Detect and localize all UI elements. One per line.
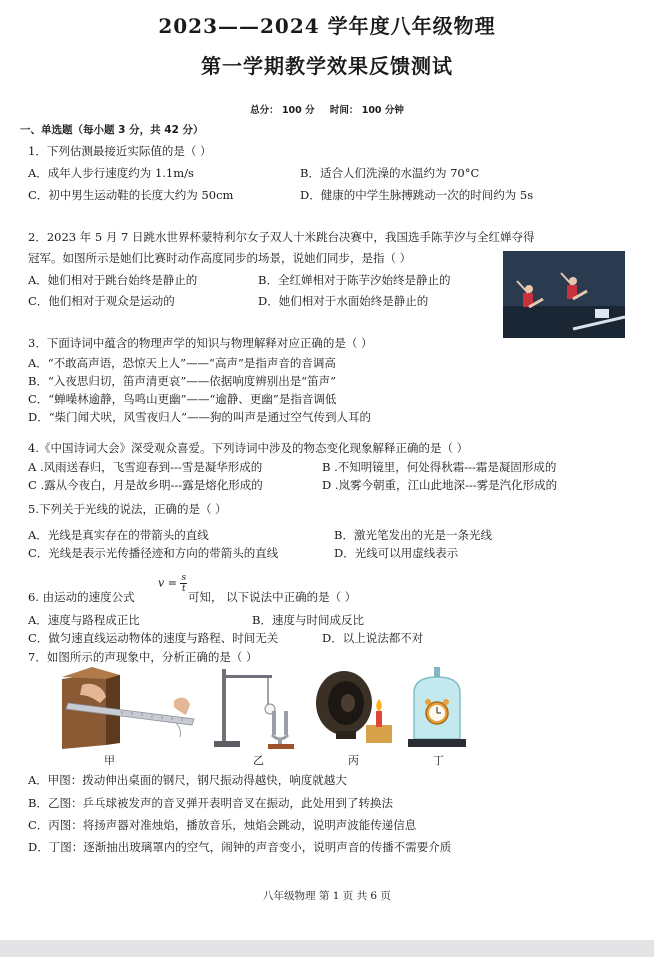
exam-title-name: 第一学期教学效果反馈测试 (201, 54, 453, 78)
q4-option-c: C .露从今夜白，月是故乡明---露是熔化形成的 (28, 478, 263, 492)
figure-label-yi: 乙 (253, 754, 264, 767)
velocity-formula (158, 573, 187, 594)
q6-stem-suffix: 可知， 以下说法中正确的是（ ） (188, 590, 357, 604)
q5-stem: 5.下列关于光线的说法，正确的是（ ） (28, 502, 227, 516)
q1-option-b: B．适合人们洗澡的水温约为 70°C (300, 166, 480, 180)
total-score: 总分： 100 分 (250, 105, 315, 116)
figure-speaker-candle (314, 667, 396, 749)
q2-stem-line2: 冠军。如图所示是她们比赛时动作高度同步的场景，说她们同步，是指（ ） (28, 251, 412, 265)
q6-option-c: C．做匀速直线运动物体的速度与路程、时间无关 (28, 631, 279, 645)
q4-option-a: A .风雨送春归，飞雪迎春到---雪是凝华形成的 (28, 460, 263, 474)
q2-option-b: B．全红婵相对于陈芋汐始终是静止的 (258, 273, 451, 287)
q7-stem: 7．如图所示的声现象中，分析正确的是（ ） (28, 650, 258, 664)
q5-option-a: A．光线是真实存在的带箭头的直线 (28, 528, 209, 542)
exam-meta (0, 102, 654, 116)
q7-option-b: B．乙图：乒乓球被发声的音叉弹开表明音叉在振动，此处用到了转换法 (28, 796, 393, 810)
tuning-fork-illustration (214, 667, 304, 749)
q5-option-b: B．激光笔发出的光是一条光线 (334, 528, 492, 542)
q1-option-a: A．成年人步行速度约为 1.1m/s (28, 166, 194, 180)
figure-label-jia: 甲 (104, 754, 115, 767)
figure-label-bing: 丙 (348, 754, 359, 767)
formula-denominator: t (181, 584, 186, 594)
q3-option-c: C．“蝉噪林逾静，鸟鸣山更幽”——“逾静、更幽”是指音调低 (28, 392, 337, 406)
speaker-illustration (314, 667, 396, 749)
ruler-illustration (62, 667, 202, 749)
q7-option-c: C．丙图：将扬声器对准烛焰，播放音乐，烛焰会跳动，说明声波能传递信息 (28, 818, 417, 832)
figure-tuning-fork (214, 667, 304, 749)
page-footer: 八年级物理 第 1 页 共 6 页 (263, 890, 391, 902)
bell-jar-illustration (406, 667, 468, 749)
q6-stem-prefix: 6. 由运动的速度公式 (28, 590, 135, 604)
q4-option-b: B .不知明镜里，何处得秋霜---霜是凝固形成的 (322, 460, 557, 474)
q7-option-d: D．丁图：逐渐抽出玻璃罩内的空气，闹钟的声音变小，说明声音的传播不需要介质 (28, 840, 452, 854)
q1-option-d: D．健康的中学生脉搏跳动一次的时间约为 5s (300, 188, 534, 202)
viewer-bottom-bar (0, 940, 654, 957)
q6-option-a: A．速度与路程成正比 (28, 613, 140, 627)
q5-option-c: C．光线是表示光传播径迹和方向的带箭头的直线 (28, 546, 279, 560)
exam-title-year: 2023——2024 学年度八年级物理 (158, 14, 496, 38)
q2-option-d: D．她们相对于水面始终是静止的 (258, 294, 429, 308)
q2-stem-line1: 2．2023 年 5 月 7 日跳水世界杯蒙特利尔女子双人十米跳台决赛中，我国选手陈芋汐与全红婵夺得 (28, 230, 535, 244)
q3-option-b: B．“入夜思归切，笛声清更哀”——依据响度辨别出是“笛声” (28, 374, 336, 388)
q3-option-a: A．“不敢高声语，恐惊天上人”——“高声”是指声音的音调高 (28, 356, 336, 370)
diving-illustration (503, 251, 625, 338)
figure-bell-jar (406, 667, 468, 749)
exam-time: 时间： 100 分钟 (329, 105, 404, 116)
q7-option-a: A．甲图：拨动伸出桌面的钢尺，钢尺振动得越快，响度就越大 (28, 773, 347, 787)
q1-option-c: C．初中男生运动鞋的长度大约为 50cm (28, 188, 234, 202)
q2-option-a: A．她们相对于跳台始终是静止的 (28, 273, 198, 287)
q3-stem: 3．下面诗词中蕴含的物理声学的知识与物理解释对应正确的是（ ） (28, 336, 373, 350)
figure-label-ding: 丁 (433, 754, 444, 767)
q2-option-c: C．他们相对于观众是运动的 (28, 294, 175, 308)
figure-ruler (62, 667, 202, 749)
section-heading: 一、单选题（每小题 3 分，共 42 分） (20, 124, 204, 136)
q6-option-d: D．以上说法都不对 (322, 631, 424, 645)
q1-stem: 1．下列估测最接近实际值的是（ ） (28, 144, 212, 158)
q6-option-b: B．速度与时间成反比 (252, 613, 364, 627)
diving-photo (503, 251, 625, 338)
formula-v: v = (158, 576, 177, 590)
q5-option-d: D．光线可以用虚线表示 (334, 546, 459, 560)
formula-numerator: s (181, 573, 187, 583)
q4-stem: 4.《中国诗词大会》深受观众喜爱。下列诗词中涉及的物态变化现象解释正确的是（ ） (28, 441, 469, 455)
q4-option-d: D .岚雾今朝重，江山此地深---雾是汽化形成的 (322, 478, 558, 492)
q3-option-d: D．“柴门闻犬吠，风雪夜归人”——狗的叫声是通过空气传到人耳的 (28, 410, 371, 424)
formula-fraction (180, 573, 187, 594)
